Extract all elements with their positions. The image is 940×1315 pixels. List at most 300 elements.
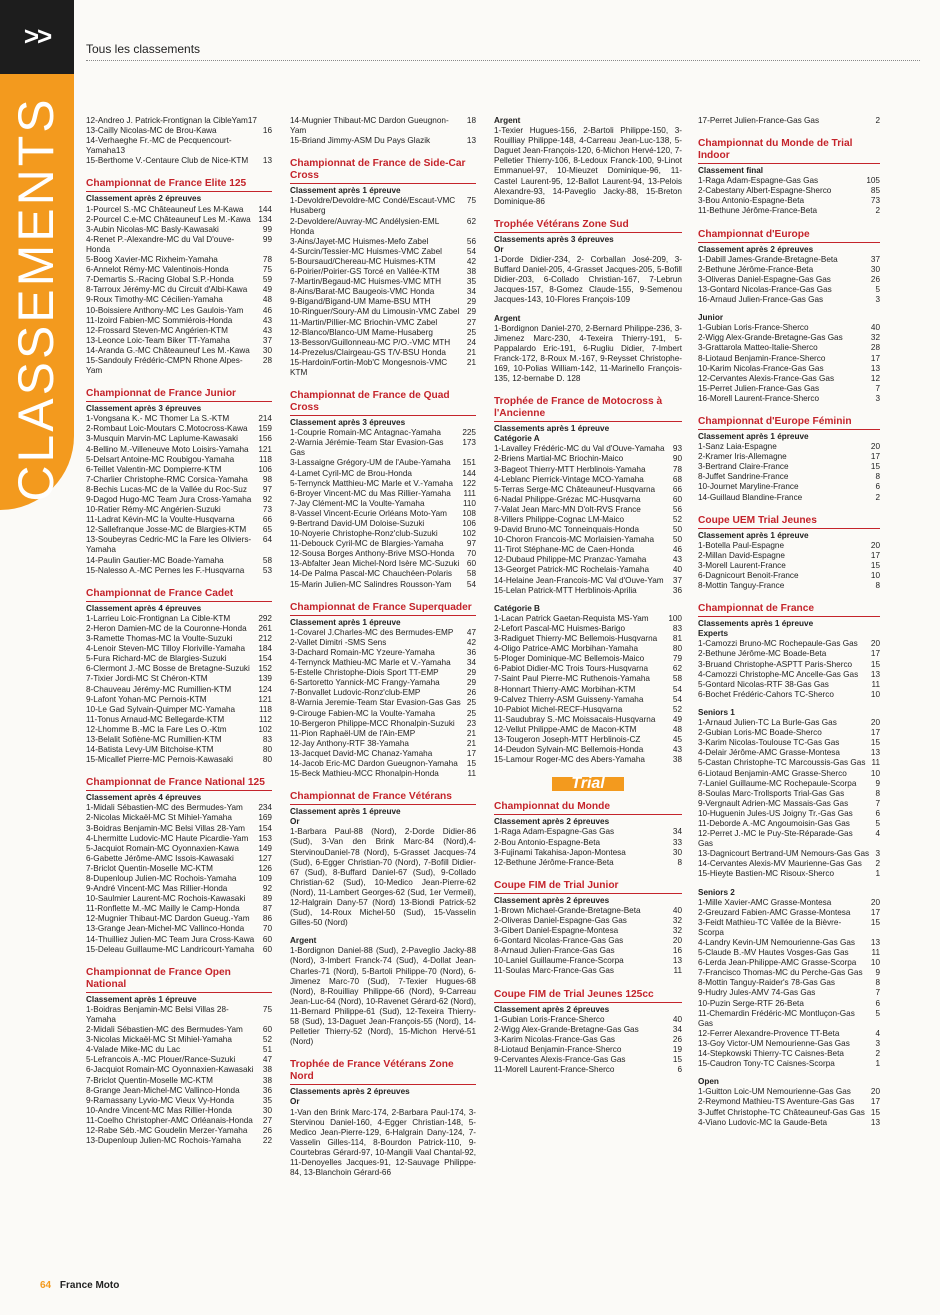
result-name: 7-Martin/Begaud-MC Huismes-VMC MTH [290,277,442,287]
result-row [698,581,880,591]
result-points: 62 [672,664,682,674]
result-name: 1-Camozzi Bruno-MC Rochepaule-Gas Gas [698,639,858,649]
result-points: 112 [258,714,272,724]
result-points: 52 [262,1035,272,1045]
result-row [86,945,272,955]
result-points: 99 [262,224,272,234]
result-name: 5-Delsart Antoine-MC Roubigou-Yamaha [86,454,235,464]
result-name: 14-Helaine Jean-Francois-MC Val d'Ouve-Yam [494,575,664,585]
result-name: 10-Ratier Rémy-MC Angérien-Suzuki [86,505,221,515]
result-row [86,556,272,566]
result-name: 6-Annelot Rémy-MC Valentinois-Honda [86,265,229,275]
result-row [698,384,880,394]
page-title: Tous les classements [86,42,201,56]
result-row [698,472,880,482]
results-section [86,967,272,1146]
result-name: 5-Boursaud/Chereau-MC Huismes-KTM [290,256,436,266]
result-row [86,455,272,465]
result-row [698,859,880,869]
result-name: 4-Landry Kevin-UM Nemourienne-Gas Gas [698,938,855,947]
result-row [290,247,476,257]
result-name: 3-Grattarola Matteo-Italie-Sherco [698,343,818,353]
result-name: 2-Bethune Jérôme-France-Beta [698,264,814,274]
result-row [698,978,880,988]
result-row [86,535,272,555]
result-row [86,1005,272,1025]
result-row [698,206,880,216]
result-name: 6-Sartoretto Yannick-MC Frangy-Yamaha [290,678,440,688]
result-name: 6-Liotaud Benjamin-AMC Grasse-Sherco [698,768,847,778]
result-row [698,958,880,968]
result-row [86,664,272,674]
result-row [86,414,272,424]
result-name: 11-Tonus Arnaud-MC Bellegarde-KTM [86,714,225,724]
result-points: 93 [672,444,682,454]
result-name: 10-Pabiot Michel-RECF-Husqvarna [494,704,623,714]
page-footer [40,1280,119,1291]
result-name: 9-Hudry Jules-AMV 74-Gas Gas [698,988,816,998]
result-points: 29 [466,678,476,688]
result-points: 17 [870,907,880,917]
result-points: 17 [870,353,880,363]
result-row [290,277,476,287]
result-points: 21 [466,347,476,357]
result-row [494,565,682,575]
result-name: 16-Arnaud Julien-France-Gas Gas [698,295,824,305]
result-points: 225 [462,428,476,438]
result-name: 14-Guillaud Blandine-France [698,492,803,502]
result-row [86,715,272,725]
results-section [290,791,476,1047]
result-row [698,571,880,581]
section-subtitle: Classement après 2 épreuves [494,817,610,827]
result-name: 4-Valade Mike-MC du Lac [86,1045,181,1055]
result-name: 11-Bethune Jérôme-France-Beta [698,206,818,216]
result-row [86,864,272,874]
section-subtitle: Classements après 1 épreuve [698,619,814,629]
result-points: 261 [258,623,272,633]
result-name: 3-Bruand Christophe-ASPTT Paris-Sherco [698,659,853,669]
result-points: 20 [870,897,880,907]
results-section [290,390,476,590]
result-points: 2 [875,1049,880,1059]
result-row [698,938,880,948]
result-points: 23 [466,718,476,728]
result-row [698,196,880,206]
result-name: 15-Beck Mathieu-MCC Rhonalpin-Honda [290,769,439,779]
result-name: 10-Ringuer/Soury-AM du Limousin-VMC Zabel [290,307,460,317]
result-row [494,685,682,695]
result-row [698,176,880,186]
result-points: 47 [466,627,476,637]
result-name: 11-Deborde A.-MC Angoumoisin-Gas Gas [698,818,850,828]
result-points: 108 [462,508,476,518]
results-paragraph: 1-Barbara Paul-88 (Nord), 2-Dorde Didier-86 (Sud), 3-Van den Brink Marc-84 (Nord),4-StervinouDaniel-78 (Nord), 5-Grasset Jacques-74 (Sud), 6-Egger Christian-70 (Nord), 7-Bofill Didier-67 (Sud), 8-Buffard Daniel-67 (Sud), 9-Collado Christian-62 (Sud), 10-Medico Jean-Pierre-62 (Nord), 11-Lambert Georges-62 (Sud, 1er Vermeil), 12-Halgrain Dany-57 (Nord) 13-Biondi Patrick-52 (Sud), 14-Roux Michel-50 (Sud), 15-Vasselin Gilles-50 (Nord) [290,827,476,928]
result-name: 3-Lassaigne Grégory-UM de l'Aube-Yamaha [290,458,451,468]
page-number: 64 [40,1280,52,1291]
result-name: 14-Thuilliez Julien-MC Team Jura Cross-Kawa [86,934,255,944]
result-points: 54 [672,694,682,704]
result-name: 7-Saint Paul Pierre-MC Ruthenois-Yamaha [494,674,650,684]
result-row [698,968,880,978]
section-title: Coupe FIM de Trial Jeunes 125cc [494,989,682,1003]
result-row [86,566,272,576]
result-row [494,848,682,858]
result-points: 126 [258,863,272,873]
result-row [494,454,682,464]
result-row [698,255,880,265]
result-name: 4-Delair Jérôme-AMC Grasse-Montesa [698,748,840,758]
result-points: 38 [262,1075,272,1085]
results-section [86,588,272,766]
result-name: 11-Pion Raphaël-UM de l'Ain-EMP [290,728,416,738]
section-title: Championnat de France Open National [86,967,272,993]
result-name: 5-Ploger Dominique-MC Bellemois-Maico [494,654,645,664]
result-points: 38 [672,755,682,765]
result-row [698,1087,880,1097]
result-points: 60 [466,559,476,569]
result-row [86,803,272,813]
result-row [494,916,682,926]
result-row [86,215,272,225]
result-name: 15-Micallef Pierre-MC Pernois-Kawasaki [86,755,233,765]
result-row [86,485,272,495]
result-name: 12-Mugnier Thibaut-MC Dardon Gueug.-Yam [86,914,250,924]
result-row [86,156,272,166]
result-points: 54 [466,579,476,589]
column-2 [290,116,476,1190]
result-row [290,719,476,729]
result-name: 13-Jacquet David-MC Chanaz-Yamaha [290,748,433,758]
result-name: 6-Teillet Valentin-MC Dompierre-KTM [86,464,222,474]
result-points: 92 [262,884,272,894]
section-label: CLASSEMENTS [8,96,64,502]
result-points [266,136,272,156]
result-name: 12-Rabe Séb.-MC Goudelin Merzer-Yamaha [86,1125,248,1135]
results-section [290,116,476,146]
column-4 [698,116,880,1140]
result-row [494,695,682,705]
result-row [698,275,880,285]
result-row [86,674,272,684]
result-name: 9-Calvez Thierry-ASM Guisseny-Yamaha [494,694,644,704]
result-name: 5-Lefrancois A.-MC Plouer/Rance-Suzuki [86,1055,236,1065]
result-name: 6-Nadal Philippe-Grézac MC-Husqvarna [494,494,641,504]
results-section [698,416,880,503]
result-points: 15 [870,917,880,927]
result-row [86,475,272,485]
result-row [698,690,880,700]
result-name: 15-Nalesso A.-MC Pernes les F.-Husqvarna [86,565,245,575]
result-name: 3-Bageot Thierry-MTT Herblinois-Yamaha [494,464,646,474]
result-points: 5 [875,1008,880,1018]
result-name: 9-David Bruno-MC Tonneinquais-Honda [494,525,640,535]
result-row [290,729,476,739]
result-row [494,444,682,454]
result-points: 30 [262,1105,272,1115]
results-section [494,219,682,384]
result-row [698,829,880,849]
result-name: 2-Wigg Alex-Grande-Bretagne-Gas Gas [698,333,843,343]
result-points: 79 [672,654,682,664]
result-name: 7-Valat Jean Marc-MN D'olt-RVS France [494,504,641,514]
result-row [86,336,272,346]
result-row [86,695,272,705]
result-points: 37 [262,335,272,345]
result-name: 9-Roux Timothy-MC Cécilien-Yamaha [86,295,223,305]
result-points: 51 [262,1045,272,1055]
result-row [86,424,272,434]
magazine-name: France Moto [59,1280,120,1291]
result-name: 2-Lefort Pascal-MC Huismes-Barigo [494,623,626,633]
result-points: 42 [466,256,476,266]
result-points: 121 [258,444,272,454]
result-row [698,779,880,789]
result-points: 26 [870,274,880,284]
result-points: 24 [466,337,476,347]
result-row [290,267,476,277]
result-row [86,1076,272,1086]
result-row [290,648,476,658]
result-points: 153 [258,833,272,843]
result-name: 5-Terras Serge-MC Châteauneuf-Husqvarna [494,484,656,494]
result-row [290,668,476,678]
result-row [290,638,476,648]
result-row [698,869,880,879]
result-name: 1-Lacan Patrick Gaetan-Requista MS-Yam [494,613,649,623]
result-points: 13 [870,1117,880,1127]
result-row [86,914,272,924]
result-name: 7-Laniel Guillaume-MC Rochepaule-Scorpa [698,778,857,788]
section-title: Trophée Vétérans Zone Sud [494,219,682,233]
result-points: 45 [672,734,682,744]
result-name: 8-Tarroux Jérémy-MC du Circuit d'Albi-Kawa [86,285,248,295]
result-name: 1-Lavalley Frédéric-MC du Val d'Ouve-Yamaha [494,444,665,454]
result-row [86,854,272,864]
result-name: 11-Morell Laurent-France-Sherco [494,1065,615,1075]
result-row [86,705,272,715]
result-row [698,849,880,859]
result-row [86,894,272,904]
result-points: 2 [875,116,880,125]
result-points: 26 [262,1125,272,1135]
result-row [698,1097,880,1107]
result-points: 11 [871,758,880,768]
result-name: 11-Chemardin Frédéric-MC Montluçon-Gas Gas [698,1008,855,1028]
result-row [290,529,476,539]
result-row [698,789,880,799]
result-name: 2-Nicolas Mickaël-MC St Mihiel-Yamaha [86,813,232,823]
result-row [494,1015,682,1025]
result-row [290,458,476,468]
result-name: 11-Izoird Fabien-MC Sommiérois-Honda [86,315,233,325]
group-label: Or [290,817,300,827]
result-points: 15 [870,738,880,748]
result-points: 29 [466,307,476,317]
result-points: 124 [258,684,272,694]
result-name: 14-Prezelus/Clairgeau-GS T/V-BSU Honda [290,347,446,357]
results-section [698,138,880,216]
result-name: 4-Leblanc Pierrick-Vintage MCO-Yamaha [494,474,644,484]
result-points: 13 [672,956,682,966]
result-points: 80 [262,755,272,765]
section-subtitle: Classements après 2 épreuves [290,1087,410,1097]
results-section [86,777,272,955]
result-name: 4-Lhermitte Ludovic-MC Haute Picardie-Yam [86,833,249,843]
section-title: Championnat de France Elite 125 [86,178,272,192]
result-name: 10-Huguenin Jules-US Joigny Tr.-Gas Gas [698,808,853,818]
result-name: 15-Sandouly Frédéric-CMPN Rhone Alpes-Yam [86,355,243,376]
result-points: 11 [673,966,682,976]
result-points: 46 [672,545,682,555]
result-points: 4 [875,829,880,839]
result-row [698,799,880,809]
section-subtitle: Classements après 1 épreuve [494,424,610,434]
result-row [86,1126,272,1136]
result-name: 8-Liotaud Benjamin-France-Sherco [494,1044,622,1054]
results-section [86,178,272,376]
result-points: 149 [258,843,272,853]
result-name: 3-Ains/Jayet-MC Huismes-Mefo Zabel [290,236,429,246]
result-row [290,116,476,136]
result-row [86,644,272,654]
result-row [86,924,272,934]
result-name: 14-Stepkowski Thierry-TC Caisnes-Beta [698,1049,844,1059]
result-points: 97 [466,539,476,549]
result-row [698,186,880,196]
result-name: 1-Arnaud Julien-TC La Burle-Gas Gas [698,718,837,728]
result-points: 15 [672,1055,682,1065]
result-points: 9 [875,778,880,788]
result-name: 1-Guitton Loic-UM Nemourienne-Gas Gas [698,1087,851,1097]
result-points: 26 [672,1034,682,1044]
result-name: 10-Saulmier Laurent-MC Rochois-Kawasaki [86,894,246,904]
result-points: 49 [672,714,682,724]
result-name: 9-Ramassany Lyvio-MC Vieux Vy-Honda [86,1095,235,1105]
result-name: 3-Bertrand Claire-France [698,462,789,472]
result-points: 127 [258,853,272,863]
result-name: 15-Hardoin/Fortin-Mob'C Mongesnois-VMC KTM [290,357,448,377]
result-points: 42 [466,637,476,647]
result-row [290,489,476,499]
result-row [698,1059,880,1069]
result-row [86,624,272,634]
result-name: 2-Pourcel C.e-MC Châteauneuf Les M.-Kawa [86,214,251,224]
result-name: 2-Bou Antonio-Espagne-Beta [494,837,601,847]
result-row [698,551,880,561]
result-row [86,1025,272,1035]
result-row [494,755,682,765]
result-points: 22 [262,1136,272,1146]
result-points: 48 [672,724,682,734]
result-points: 13 [262,156,272,166]
result-name: 13-Abfalter Jean Michel-Nord Isère MC-Suzuki [290,559,460,569]
result-points: 17 [466,748,476,758]
result-points: 90 [672,454,682,464]
result-points: 3 [875,1038,880,1048]
result-row [698,758,880,768]
result-row [290,297,476,307]
result-points: 11 [467,769,476,779]
section-title: Championnat de France [698,603,880,617]
result-points: 3 [875,849,880,859]
result-points: 32 [870,333,880,343]
result-row [494,1045,682,1055]
result-points: 38 [466,267,476,277]
result-points: 56 [672,504,682,514]
result-row [494,545,682,555]
result-row [86,1136,272,1146]
result-row [290,580,476,590]
result-row [698,462,880,472]
result-points: 21 [466,738,476,748]
result-name: 11-Tirot Stéphane-MC de Caen-Honda [494,545,635,555]
result-points: 1 [875,1059,880,1069]
result-name: 14-Mugnier Thibaut-MC Dardon Gueugnon-Yam [290,116,449,136]
section-subtitle: Classement après 2 épreuves [494,1004,610,1014]
result-name: 1-Boidras Benjamin-MC Belsi Villas 28-Yamaha [86,1004,229,1024]
result-row [698,364,880,374]
result-row [86,495,272,505]
result-row [290,739,476,749]
result-points: 144 [258,204,272,214]
result-points: 58 [466,569,476,579]
result-name: 12-Jay Anthony-RTF 38-Yamaha [290,738,409,748]
section-title: Championnat de France Junior [86,388,272,402]
result-row [698,819,880,829]
result-name: 1-Raga Adam-Espagne-Gas Gas [494,827,615,837]
result-name: 13-Grange Jean-Michel-MC Vallinco-Honda [86,924,245,934]
result-row [698,988,880,998]
result-points: 86 [262,914,272,924]
result-points: 6 [677,1065,682,1075]
result-points: 4 [875,1028,880,1038]
result-row [494,664,682,674]
group-label: Argent [290,936,317,946]
result-row [494,674,682,684]
column-3 [494,116,682,1087]
result-row [290,257,476,267]
result-row [86,295,272,305]
result-points: 17 [870,728,880,738]
result-points: 52 [672,515,682,524]
result-points: 21 [466,357,476,367]
result-points: 25 [466,698,476,708]
result-points: 43 [262,325,272,335]
result-row [494,465,682,475]
result-points: 118 [258,454,272,464]
result-row [698,908,880,918]
result-points: 56 [466,236,476,246]
result-name: 6-Dagnicourt Benoit-France [698,571,799,580]
result-row [698,738,880,748]
result-points: 46 [262,305,272,315]
section-title: Championnat d'Europe [698,229,880,243]
result-points: 21 [466,728,476,738]
result-row [86,834,272,844]
result-name: 7-Francisco Thomas-MC du Perche-Gas Gas [698,968,863,978]
result-name: 13-Cailly Nicolas-MC de Brou-Kawa [86,126,217,136]
result-row [86,874,272,884]
result-name: 8-Villers Philippe-Cognac LM-Maico [494,515,624,524]
result-name: 3-Gibert Daniel-Espagne-Montesa [494,926,619,936]
result-name: 2-Reymond Mathieu-TS Aventure-Gas Gas [698,1097,855,1107]
result-points: 7 [875,988,880,998]
result-points: 29 [466,668,476,678]
result-points: 10 [870,768,880,778]
result-points: 15 [870,560,880,570]
result-row [86,725,272,735]
